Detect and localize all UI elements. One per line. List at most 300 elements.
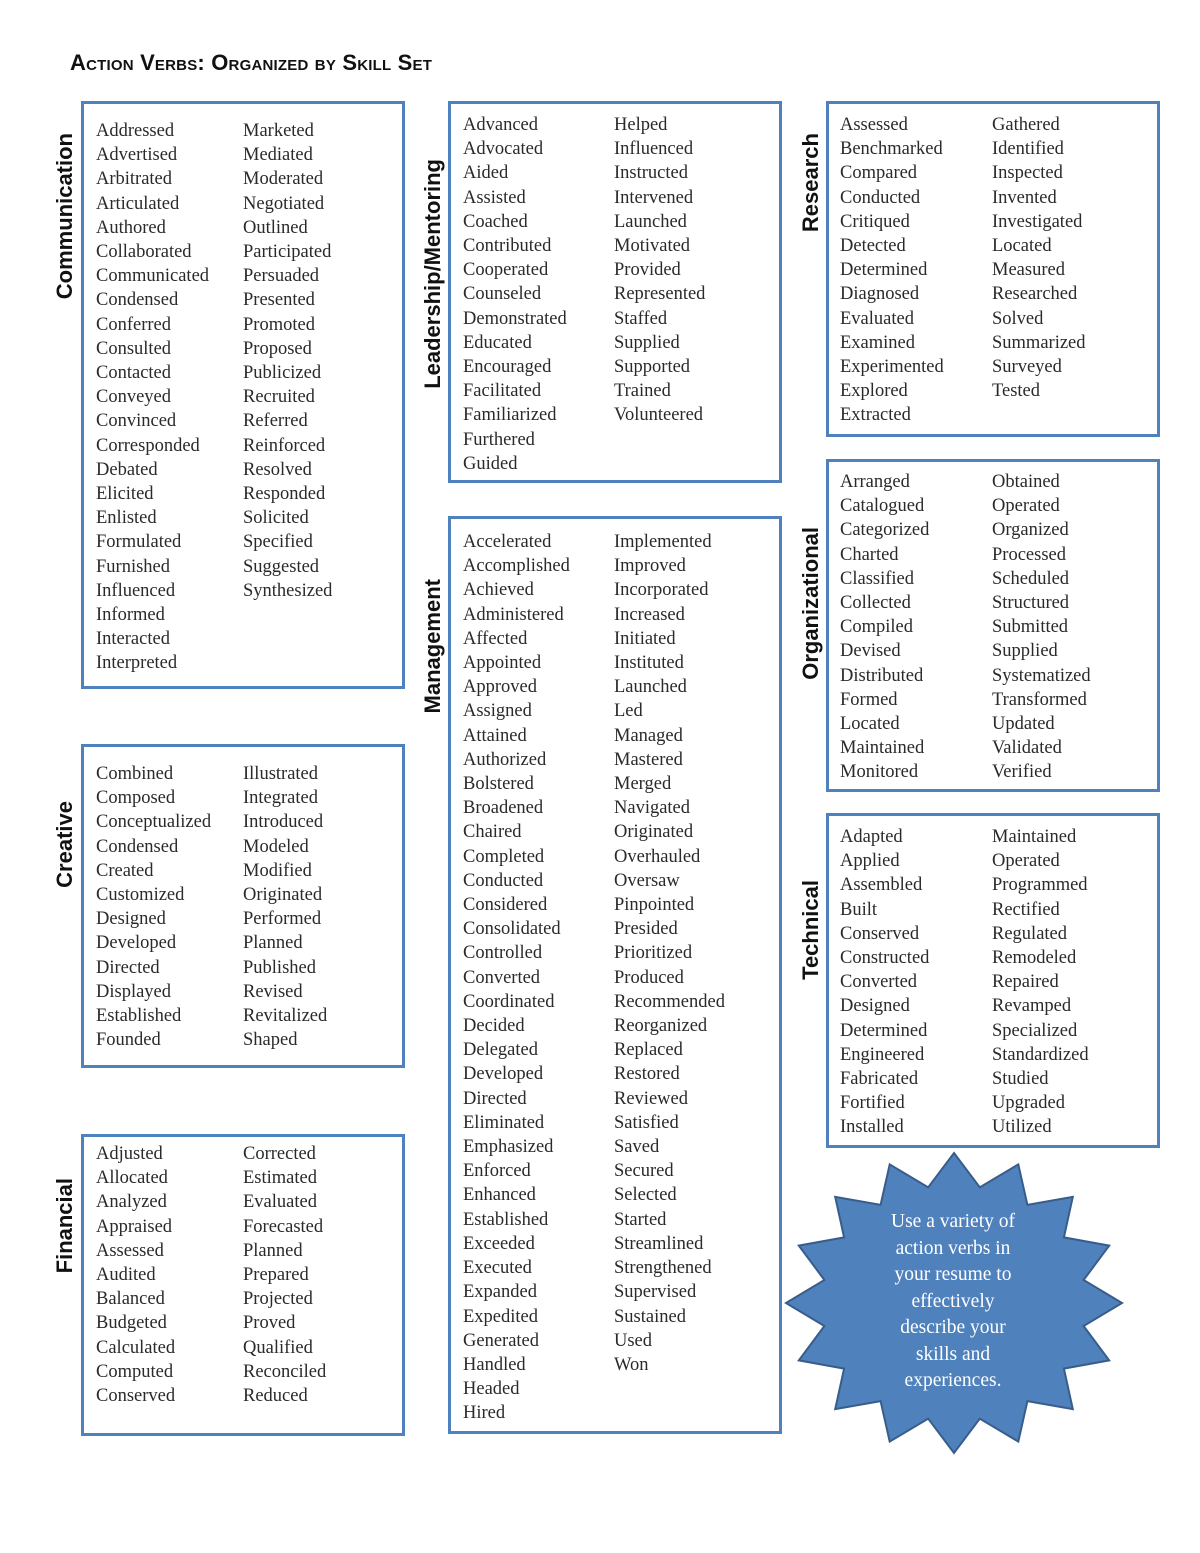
financial-col1: [96, 1142, 175, 1408]
verb-item: Articulated: [96, 193, 180, 214]
creative-col2: [243, 762, 327, 1052]
verb-item: Modified: [243, 860, 312, 881]
verb-item: Headed: [463, 1379, 520, 1400]
verb-item: Assembled: [840, 875, 923, 896]
financial-box: [81, 1134, 405, 1436]
verb-item: Revamped: [992, 996, 1072, 1017]
verb-item: Solicited: [243, 508, 309, 529]
verb-item: Appraised: [96, 1216, 173, 1237]
verb-item: Authored: [96, 217, 166, 238]
verb-item: Appointed: [463, 653, 542, 674]
verb-item: Budgeted: [96, 1313, 167, 1334]
verb-item: Motivated: [614, 236, 691, 257]
verb-item: Synthesized: [243, 580, 333, 601]
verb-item: Repaired: [992, 972, 1059, 993]
verb-item: Decided: [463, 1016, 525, 1037]
verb-item: Negotiated: [243, 193, 325, 214]
verb-item: Located: [840, 714, 900, 735]
verb-item: Adapted: [840, 827, 903, 847]
verb-item: Planned: [243, 1240, 303, 1261]
creative-box: [81, 744, 405, 1068]
verb-item: Performed: [243, 909, 322, 930]
verb-item: Fabricated: [840, 1069, 919, 1090]
verb-item: Reinforced: [243, 435, 326, 456]
verb-item: Formulated: [96, 532, 182, 553]
verb-item: Conserved: [840, 923, 920, 944]
verb-item: Emphasized: [463, 1137, 554, 1158]
verb-item: Revitalized: [243, 1006, 328, 1027]
verb-item: Sustained: [614, 1306, 686, 1327]
verb-item: Conveyed: [96, 387, 172, 408]
verb-item: Designed: [96, 909, 166, 930]
verb-item: Prioritized: [614, 943, 693, 964]
verb-item: Supplied: [992, 641, 1058, 662]
verb-item: Proved: [243, 1313, 296, 1334]
verb-item: Aided: [463, 163, 509, 184]
verb-item: Persuaded: [243, 266, 320, 287]
verb-item: Maintained: [992, 827, 1077, 847]
verb-item: Outlined: [243, 217, 308, 238]
verb-item: Updated: [992, 714, 1055, 735]
verb-item: Built: [840, 899, 878, 920]
verb-item: Integrated: [243, 788, 318, 809]
technical-col1: [840, 825, 929, 1140]
verb-item: Influenced: [614, 139, 694, 160]
technical-label: Technical: [798, 880, 823, 980]
verb-item: Facilitated: [463, 381, 542, 402]
callout-line: action verbs in: [895, 1237, 1011, 1259]
verb-item: Introduced: [243, 812, 324, 833]
verb-item: Addressed: [96, 121, 175, 141]
verb-item: Enlisted: [96, 508, 157, 529]
verb-item: Delegated: [463, 1040, 538, 1061]
verb-item: Contributed: [463, 236, 552, 257]
verb-item: Established: [96, 1006, 182, 1027]
verb-item: Reduced: [243, 1386, 308, 1407]
verb-item: Systematized: [992, 665, 1091, 686]
verb-item: Originated: [243, 885, 323, 906]
verb-item: Contacted: [96, 363, 172, 384]
verb-item: Restored: [614, 1064, 680, 1085]
verb-item: Summarized: [992, 332, 1086, 353]
verb-item: Used: [614, 1330, 653, 1351]
verb-item: Bolstered: [463, 774, 534, 795]
callout-line: Use a variety of: [891, 1211, 1015, 1232]
leadership-col1: [463, 113, 567, 476]
verb-item: Explored: [840, 381, 908, 402]
verb-item: Consolidated: [463, 919, 561, 940]
verb-item: Demonstrated: [463, 308, 567, 329]
verb-item: Arranged: [840, 472, 910, 492]
verb-item: Transformed: [992, 689, 1087, 710]
verb-item: Volunteered: [614, 405, 704, 426]
verb-item: Extracted: [840, 405, 911, 426]
verb-item: Forecasted: [243, 1216, 324, 1237]
management-col2: [614, 530, 725, 1377]
verb-item: Corresponded: [96, 435, 200, 456]
verb-item: Formed: [840, 689, 898, 710]
callout-text: [858, 1209, 1048, 1395]
verb-item: Regulated: [992, 923, 1068, 944]
verb-item: Incorporated: [614, 580, 709, 601]
verb-item: Administered: [463, 604, 564, 625]
verb-item: Distributed: [840, 665, 924, 686]
verb-item: Compiled: [840, 617, 913, 638]
verb-item: Customized: [96, 885, 185, 906]
verb-item: Analyzed: [96, 1192, 167, 1213]
verb-item: Developed: [463, 1064, 544, 1085]
verb-item: Approved: [463, 677, 537, 698]
verb-item: Supplied: [614, 332, 680, 353]
organizational-box: [826, 459, 1160, 792]
verb-item: Suggested: [243, 556, 320, 577]
verb-item: Converted: [840, 972, 918, 993]
verb-item: Converted: [463, 967, 541, 988]
verb-item: Remodeled: [992, 948, 1077, 969]
organizational-col2: [992, 470, 1091, 785]
management-label: Management: [420, 578, 445, 714]
verb-item: Familiarized: [463, 405, 557, 426]
verb-item: Executed: [463, 1258, 532, 1279]
leadership-box: [448, 101, 782, 483]
verb-item: Counseled: [463, 284, 542, 305]
verb-item: Catalogued: [840, 496, 925, 517]
verb-item: Replaced: [614, 1040, 683, 1061]
research-label: Research: [798, 133, 823, 233]
verb-item: Saved: [614, 1137, 660, 1158]
verb-item: Standardized: [992, 1044, 1089, 1065]
verb-item: Specialized: [992, 1020, 1078, 1041]
verb-item: Assisted: [463, 187, 526, 208]
verb-item: Authorized: [463, 749, 547, 770]
verb-item: Responded: [243, 484, 326, 505]
verb-item: Marketed: [243, 121, 314, 141]
verb-item: Shaped: [243, 1030, 298, 1051]
verb-item: Programmed: [992, 875, 1088, 896]
callout-line: effectively: [911, 1290, 995, 1312]
verb-item: Satisfied: [614, 1112, 679, 1133]
callout-line: describe your: [900, 1317, 1006, 1338]
verb-item: Instructed: [614, 163, 688, 184]
verb-item: Computed: [96, 1361, 174, 1382]
verb-item: Navigated: [614, 798, 691, 819]
verb-item: Produced: [614, 967, 684, 988]
verb-item: Controlled: [463, 943, 543, 964]
verb-item: Revised: [243, 981, 303, 1002]
verb-item: Assessed: [840, 115, 908, 135]
organizational-label: Organizational: [798, 526, 823, 680]
verb-item: Implemented: [614, 532, 712, 552]
verb-item: Obtained: [992, 472, 1060, 492]
callout-line: skills and: [915, 1343, 991, 1365]
verb-item: Qualified: [243, 1337, 313, 1358]
verb-item: Resolved: [243, 459, 312, 480]
verb-item: Coached: [463, 211, 528, 232]
verb-item: Eliminated: [463, 1112, 545, 1133]
verb-item: Rectified: [992, 899, 1060, 920]
verb-item: Benchmarked: [840, 139, 943, 160]
verb-item: Maintained: [840, 738, 925, 759]
verb-item: Strengthened: [614, 1258, 712, 1279]
verb-item: Intervened: [614, 187, 694, 208]
verb-item: Directed: [463, 1088, 527, 1109]
verb-item: Promoted: [243, 314, 315, 335]
creative-label: Creative: [52, 800, 77, 888]
verb-item: Educated: [463, 332, 532, 353]
verb-item: Researched: [992, 284, 1078, 305]
verb-item: Surveyed: [992, 357, 1062, 378]
verb-item: Secured: [614, 1161, 674, 1182]
verb-item: Selected: [614, 1185, 677, 1206]
leadership-label: Leadership/Mentoring: [420, 159, 445, 389]
verb-item: Handled: [463, 1354, 526, 1375]
verb-item: Chaired: [463, 822, 522, 843]
verb-item: Elicited: [96, 484, 154, 505]
verb-item: Streamlined: [614, 1233, 704, 1254]
verb-item: Broadened: [463, 798, 544, 819]
verb-item: Evaluated: [243, 1192, 317, 1213]
verb-item: Affected: [463, 628, 528, 649]
verb-item: Launched: [614, 211, 687, 232]
verb-item: Interpreted: [96, 653, 178, 674]
verb-item: Published: [243, 957, 316, 978]
verb-item: Pinpointed: [614, 895, 695, 916]
verb-item: Recommended: [614, 991, 725, 1012]
verb-item: Monitored: [840, 762, 919, 783]
verb-item: Achieved: [463, 580, 534, 601]
verb-item: Installed: [840, 1117, 904, 1138]
verb-item: Operated: [992, 496, 1060, 517]
communication-col2: [243, 119, 332, 603]
verb-item: Completed: [463, 846, 545, 867]
verb-item: Won: [614, 1354, 649, 1375]
verb-item: Estimated: [243, 1168, 317, 1189]
verb-item: Increased: [614, 604, 685, 625]
verb-item: Condensed: [96, 836, 179, 857]
verb-item: Expedited: [463, 1306, 539, 1327]
verb-item: Accomplished: [463, 556, 570, 577]
verb-item: Located: [992, 236, 1052, 257]
research-col1: [840, 113, 944, 428]
tip-star-callout: [778, 1143, 1130, 1461]
page-title: Action Verbs: Organized by Skill Set: [70, 50, 433, 75]
verb-item: Modeled: [243, 836, 309, 857]
verb-item: Investigated: [992, 211, 1083, 232]
verb-item: Conserved: [96, 1386, 176, 1407]
verb-item: Assigned: [463, 701, 532, 722]
verb-item: Interacted: [96, 629, 170, 650]
verb-item: Communicated: [96, 266, 210, 287]
verb-item: Tested: [992, 381, 1041, 402]
verb-item: Upgraded: [992, 1093, 1065, 1114]
verb-item: Planned: [243, 933, 303, 954]
verb-item: Invented: [992, 187, 1057, 208]
verb-item: Improved: [614, 556, 686, 577]
communication-label: Communication: [52, 132, 77, 300]
verb-item: Conducted: [840, 187, 921, 208]
verb-item: Advocated: [463, 139, 544, 160]
verb-item: Devised: [840, 641, 901, 662]
verb-item: Developed: [96, 933, 177, 954]
research-box: [826, 101, 1160, 437]
verb-item: Enforced: [463, 1161, 531, 1182]
verb-item: Fortified: [840, 1093, 905, 1114]
verb-item: Critiqued: [840, 211, 910, 232]
verb-item: Accelerated: [463, 532, 552, 552]
verb-item: Informed: [96, 605, 165, 626]
verb-item: Oversaw: [614, 870, 680, 891]
callout-line: experiences.: [904, 1370, 1002, 1391]
verb-item: Studied: [992, 1069, 1049, 1090]
verb-item: Mediated: [243, 145, 313, 166]
verb-item: Mastered: [614, 749, 683, 770]
leadership-col2: [614, 113, 705, 428]
verb-item: Structured: [992, 593, 1070, 614]
verb-item: Provided: [614, 260, 681, 281]
verb-item: Presided: [614, 919, 678, 940]
verb-item: Condensed: [96, 290, 179, 311]
verb-item: Supported: [614, 357, 691, 378]
verb-item: Submitted: [992, 617, 1069, 638]
verb-item: Composed: [96, 788, 176, 809]
verb-item: Audited: [96, 1265, 156, 1286]
verb-item: Debated: [96, 459, 158, 480]
verb-item: Moderated: [243, 169, 324, 190]
verb-item: Overhauled: [614, 846, 701, 867]
verb-item: Gathered: [992, 115, 1060, 135]
verb-item: Attained: [463, 725, 527, 746]
verb-item: Processed: [992, 544, 1066, 565]
verb-item: Generated: [463, 1330, 540, 1351]
verb-item: Exceeded: [463, 1233, 535, 1254]
verb-item: Applied: [840, 851, 900, 872]
verb-item: Conducted: [463, 870, 544, 891]
verb-item: Recruited: [243, 387, 315, 408]
verb-item: Guided: [463, 453, 518, 474]
verb-item: Created: [96, 860, 154, 881]
verb-item: Assessed: [96, 1240, 164, 1261]
verb-item: Established: [463, 1209, 549, 1230]
verb-item: Trained: [614, 381, 671, 402]
verb-item: Collected: [840, 593, 911, 614]
verb-item: Reconciled: [243, 1361, 327, 1382]
verb-item: Conceptualized: [96, 812, 212, 833]
verb-item: Measured: [992, 260, 1065, 281]
verb-item: Determined: [840, 260, 928, 281]
verb-item: Consulted: [96, 338, 172, 359]
verb-item: Reviewed: [614, 1088, 688, 1109]
verb-item: Directed: [96, 957, 160, 978]
verb-item: Referred: [243, 411, 308, 432]
verb-item: Originated: [614, 822, 694, 843]
verb-item: Validated: [992, 738, 1062, 759]
verb-item: Launched: [614, 677, 687, 698]
verb-item: Diagnosed: [840, 284, 920, 305]
verb-item: Founded: [96, 1030, 161, 1051]
callout-line: your resume to: [894, 1264, 1012, 1285]
verb-item: Furthered: [463, 429, 535, 450]
verb-item: Reorganized: [614, 1016, 708, 1037]
verb-item: Operated: [992, 851, 1060, 872]
financial-col2: [243, 1142, 326, 1408]
verb-item: Categorized: [840, 520, 930, 541]
verb-item: Utilized: [992, 1117, 1052, 1138]
verb-item: Solved: [992, 308, 1044, 329]
verb-item: Hired: [463, 1403, 506, 1424]
verb-item: Prepared: [243, 1265, 309, 1286]
verb-item: Led: [614, 701, 643, 722]
verb-item: Influenced: [96, 580, 176, 601]
verb-item: Verified: [992, 762, 1052, 783]
verb-item: Charted: [840, 544, 899, 565]
verb-item: Detected: [840, 236, 906, 257]
verb-item: Constructed: [840, 948, 930, 969]
verb-item: Organized: [992, 520, 1069, 541]
verb-item: Combined: [96, 764, 174, 784]
verb-item: Furnished: [96, 556, 170, 577]
verb-item: Convinced: [96, 411, 177, 432]
creative-col1: [96, 762, 211, 1052]
verb-item: Displayed: [96, 981, 172, 1002]
verb-item: Inspected: [992, 163, 1063, 184]
verb-item: Engineered: [840, 1044, 925, 1065]
verb-item: Started: [614, 1209, 667, 1230]
verb-item: Illustrated: [243, 764, 319, 784]
research-col2: [992, 113, 1086, 403]
verb-item: Balanced: [96, 1289, 165, 1310]
verb-item: Instituted: [614, 653, 684, 674]
communication-col1: [96, 119, 209, 676]
verb-item: Enhanced: [463, 1185, 536, 1206]
verb-item: Helped: [614, 115, 668, 135]
verb-item: Managed: [614, 725, 683, 746]
verb-item: Identified: [992, 139, 1064, 160]
verb-item: Staffed: [614, 308, 668, 329]
verb-item: Considered: [463, 895, 548, 916]
verb-item: Presented: [243, 290, 315, 311]
organizational-col1: [840, 470, 929, 785]
management-col1: [463, 530, 570, 1426]
verb-item: Cooperated: [463, 260, 549, 281]
verb-item: Allocated: [96, 1168, 168, 1189]
verb-item: Participated: [243, 242, 332, 263]
verb-item: Specified: [243, 532, 313, 553]
verb-item: Corrected: [243, 1144, 316, 1164]
financial-label: Financial: [52, 1178, 77, 1274]
verb-item: Supervised: [614, 1282, 697, 1303]
verb-item: Classified: [840, 568, 914, 589]
verb-item: Experimented: [840, 357, 944, 378]
verb-item: Merged: [614, 774, 672, 795]
verb-item: Conferred: [96, 314, 171, 335]
management-box: [448, 516, 782, 1434]
verb-item: Represented: [614, 284, 706, 305]
verb-item: Designed: [840, 996, 910, 1017]
communication-box: [81, 101, 405, 689]
verb-item: Coordinated: [463, 991, 555, 1012]
verb-item: Encouraged: [463, 357, 552, 378]
verb-item: Evaluated: [840, 308, 914, 329]
verb-item: Advanced: [463, 115, 538, 135]
verb-item: Scheduled: [992, 568, 1070, 589]
verb-item: Publicized: [243, 363, 322, 384]
verb-item: Advertised: [96, 145, 178, 166]
technical-col2: [992, 825, 1089, 1140]
verb-item: Calculated: [96, 1337, 176, 1358]
verb-item: Examined: [840, 332, 916, 353]
technical-box: [826, 813, 1160, 1148]
verb-item: Projected: [243, 1289, 313, 1310]
